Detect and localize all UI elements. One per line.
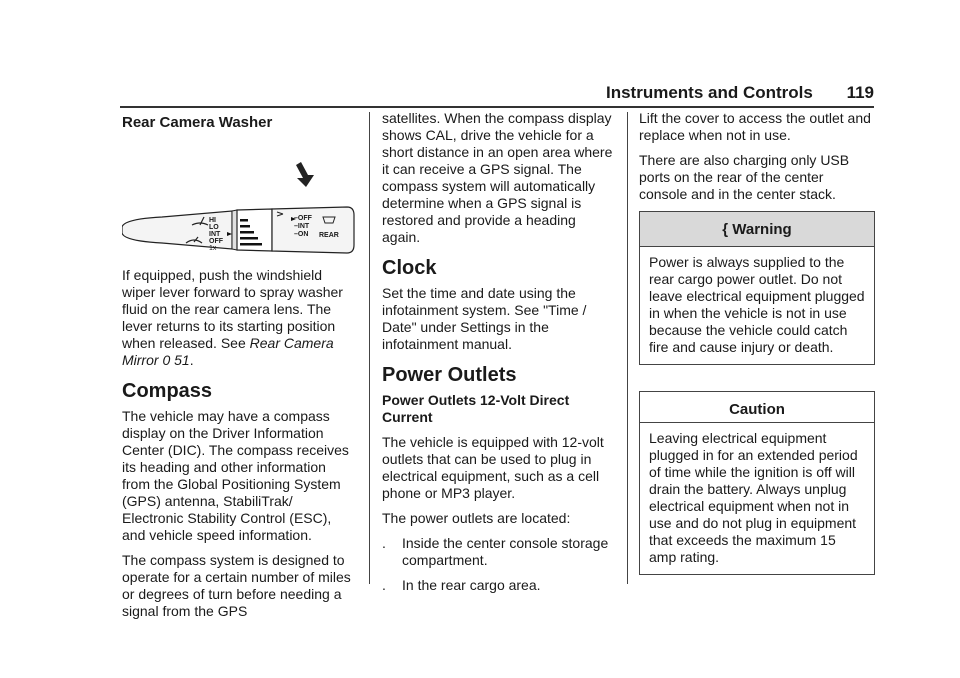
rear-camera-washer-text: If equipped, push the windshield wiper lever forward to spray washer fluid on the rear camera lens. The lever returns to its starting position when released. See Rear Camera Mirror 0 51. [122,267,343,368]
list-item: . Inside the center console storage compartment. [382,535,609,568]
warning-title: { Warning [640,212,874,247]
header-rule [120,106,874,108]
warning-box [639,211,875,365]
caution-text: Leaving electrical equipment plugged in for an extended period of time while the ignition is off will drain the battery. Always unplug electrical equipment when not in use and do not plug in equipment that exceeds the maximum 15 amp rating. [640,422,874,574]
page-header [606,80,874,106]
page-number: 119 [846,83,874,102]
lever-speed-labels: HI LO INT OFF 1x [209,217,223,252]
wiper-lever-illustration [122,137,355,257]
power-outlets-paragraph-2: The power outlets are located: [382,510,571,526]
power-outlets-paragraph-1: The vehicle is equipped with 12-volt outlets that can be used to plug in electrical equipment, such as a cell phone or MP3 player. [382,434,604,501]
column-2 [382,110,614,602]
compass-continued: satellites. When the compass display shows CAL, drive the vehicle for a short distance in an open area where it can receive a GPS signal. The compass system will automatically determine when a GPS signal is restored and provide a heading again. [382,110,613,245]
outlet-cover-paragraph: Lift the cover to access the outlet and replace when not in use. [639,110,871,143]
column-3 [639,110,875,575]
clock-paragraph: Set the time and date using the infotainment system. See "Time / Date" under Settings in the infotainment manual. [382,285,587,352]
column-divider-1 [369,112,370,584]
column-1 [122,110,355,628]
compass-paragraph-1: The vehicle may have a compass display on the Driver Information Center (DIC). The compass receives its heading and other information from the Global Positioning System (GPS) antenna, StabiliTrak/ Electronic Stability Control (ESC), and vehicle speed information. [122,408,349,543]
lever-rear-labels: –OFF –INT –ON [294,215,312,238]
section-title: Instruments and Controls [606,83,813,102]
caution-box [639,391,875,575]
compass-heading: Compass [122,380,213,402]
warning-text: Power is always supplied to the rear cargo power outlet. Do not leave electrical equipment plugged in when the vehicle is not in use because the vehicle could catch fire and cause injury or death. [649,254,865,355]
column-divider-2 [627,112,628,584]
rear-camera-washer-heading: Rear Camera Washer [122,114,273,131]
warning-icon: { [722,221,729,238]
caution-title: Caution [729,401,785,418]
power-outlets-subheading: Power Outlets 12-Volt Direct Current [382,392,570,425]
lever-rear-text: REAR [319,232,339,239]
usb-ports-paragraph: There are also charging only USB ports on the rear of the center console and in the center stack. [639,152,850,202]
compass-paragraph-2: The compass system is designed to operate for a certain number of miles or degrees of turn before needing a signal from the GPS [122,552,351,619]
clock-heading: Clock [382,257,437,279]
list-item: . In the rear cargo area. [382,577,541,593]
power-outlets-heading: Power Outlets [382,364,517,386]
